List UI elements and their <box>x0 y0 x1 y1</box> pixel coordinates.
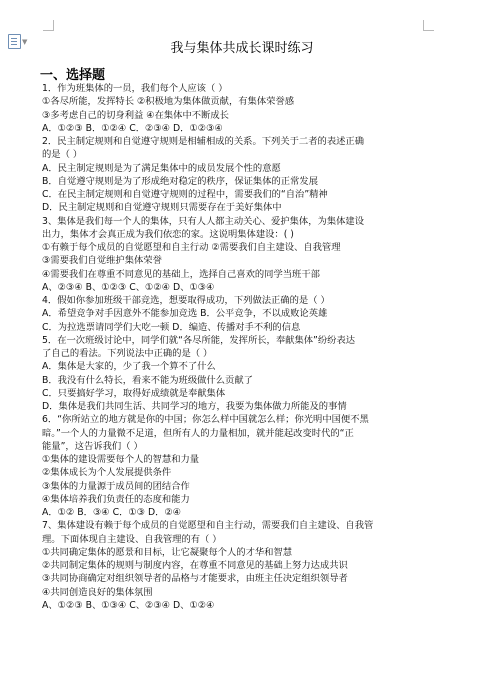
chevron-down-icon[interactable]: ▼ <box>22 38 28 46</box>
section-heading: 一、选择题 <box>40 68 106 83</box>
text-line: ④共同创造良好的集体氛围 <box>42 586 153 598</box>
text-line: ③需要我们自觉维护集体荣誉 <box>42 255 162 267</box>
text-line: ①集体的建设需要每个人的智慧和力量 <box>42 454 200 465</box>
text-line: 暗。”一个人的力量微不足道，但所有人的力量相加，就并能起改变时代的“正 <box>42 427 354 439</box>
text-line: 3、集体是我们每一个人的集体，只有人人都主动关心、爱护集体，为集体建设 <box>42 215 365 227</box>
text-line: 了自己的看法。下列说法中正确的是（ ） <box>42 348 213 359</box>
question-list <box>42 82 452 612</box>
text-line: C．在民主制定规则和自觉遵守规则的过程中，需要我们的“自治”精神 <box>42 189 328 200</box>
text-line: B．我没有什么特长，看来不能为班级做什么贡献了 <box>42 374 253 386</box>
text-line: 2．民主制定规则和自觉遵守规则是相辅相成的关系。下列关于二者的表述正确 <box>42 136 365 147</box>
text-line: 7、集体建设有赖于每个成员的自觉愿望和自主行动，需要我们自主建设、自我管 <box>42 520 374 532</box>
text-line: 6．“你所站立的地方就是你的中国；你怎么样中国就怎么样；你光明中国便不黑 <box>42 414 369 426</box>
text-line: 能量”，这告诉我们（ ） <box>42 440 143 452</box>
text-line: D．集体是我们共同生活、共同学习的地方，我要为集体做力所能及的事情 <box>42 401 347 412</box>
text-line: ②共同制定集体的规则与制度内容，在尊重不同意见的基础上努力达成共识 <box>42 560 348 571</box>
text-line: A、①②③ B、①③④ C、②③④ D、①②④ <box>42 599 215 611</box>
text-line: ③集体的力量源于成员间的团结合作 <box>42 480 190 492</box>
text-line: 的是（ ） <box>42 149 83 161</box>
text-line: A．①②③ B．①②④ C．②③④ D．①②③④ <box>42 122 223 134</box>
text-line: A、②③④ B、①②③ C、①②④ D、①③④ <box>42 281 215 293</box>
text-line: 1．作为班集体的一员，我们每个人应该（ ） <box>42 83 228 94</box>
text-line: 4．假如你参加班级干部竞选，想要取得成功，下列做法正确的是（ ） <box>42 295 330 306</box>
page-corner-marker-right <box>423 20 434 31</box>
text-line: A．集体是大家的，少了我一个算不了什么 <box>42 361 216 373</box>
text-line: A．①② B．③④ C．①③ D．②④ <box>42 507 182 518</box>
text-line: D．民主制定规则和自觉遵守规则只需要存在于美好集体中 <box>42 202 282 214</box>
text-line: ①有赖于每个成员的自觉愿望和自主行动 ②需要我们自主建设、自我管理 <box>42 242 341 253</box>
text-line: ③共同协商确定对组织领导者的品格与才能要求，由班主任决定组织领导者 <box>42 573 348 585</box>
text-line: C．只要搞好学习，取得好成绩就是奉献集体 <box>42 387 226 399</box>
text-line: A．民主制定规则是为了满足集体中的成员发展个性的意愿 <box>42 162 281 174</box>
text-line: A．希望竞争对手因意外不能参加竞选 B．公平竞争，不以成败论英雄 <box>42 308 328 320</box>
text-line: ①共同确定集体的愿景和目标，让它凝聚每个人的才华和智慧 <box>42 546 293 558</box>
document-title: 我与集体共成长课时练习 <box>170 41 314 56</box>
text-line: ②集体成长为个人发展提供条件 <box>42 467 172 479</box>
text-line: 理。下面体现自主建设、自我管理的有（ ） <box>42 533 222 545</box>
text-line: ①各尽所能，发挥特长 ②积极地为集体做贡献，有集体荣誉感 <box>42 96 295 108</box>
text-line: ④需要我们在尊重不同意见的基础上，选择自己喜欢的同学当班干部 <box>42 268 320 280</box>
text-line: 5．在一次班级讨论中，同学们就“各尽所能，发挥所长，奉献集体”纷纷表达 <box>42 334 356 346</box>
text-line: C．为拉选票请同学们大吃一顿 D．编造、传播对手不利的信息 <box>42 321 301 333</box>
text-line: ④集体培养我们负责任的态度和能力 <box>42 493 190 505</box>
text-line: ③多考虑自己的切身利益 ④在集体中不断成长 <box>42 109 229 121</box>
text-line: 出力，集体才会真正成为我们依恋的家。这说明集体建设：( ) <box>42 228 294 240</box>
page-corner-marker-left <box>43 20 54 31</box>
text-line: B．自觉遵守规则是为了形成绝对稳定的秩序，保证集体的正常发展 <box>42 175 318 187</box>
